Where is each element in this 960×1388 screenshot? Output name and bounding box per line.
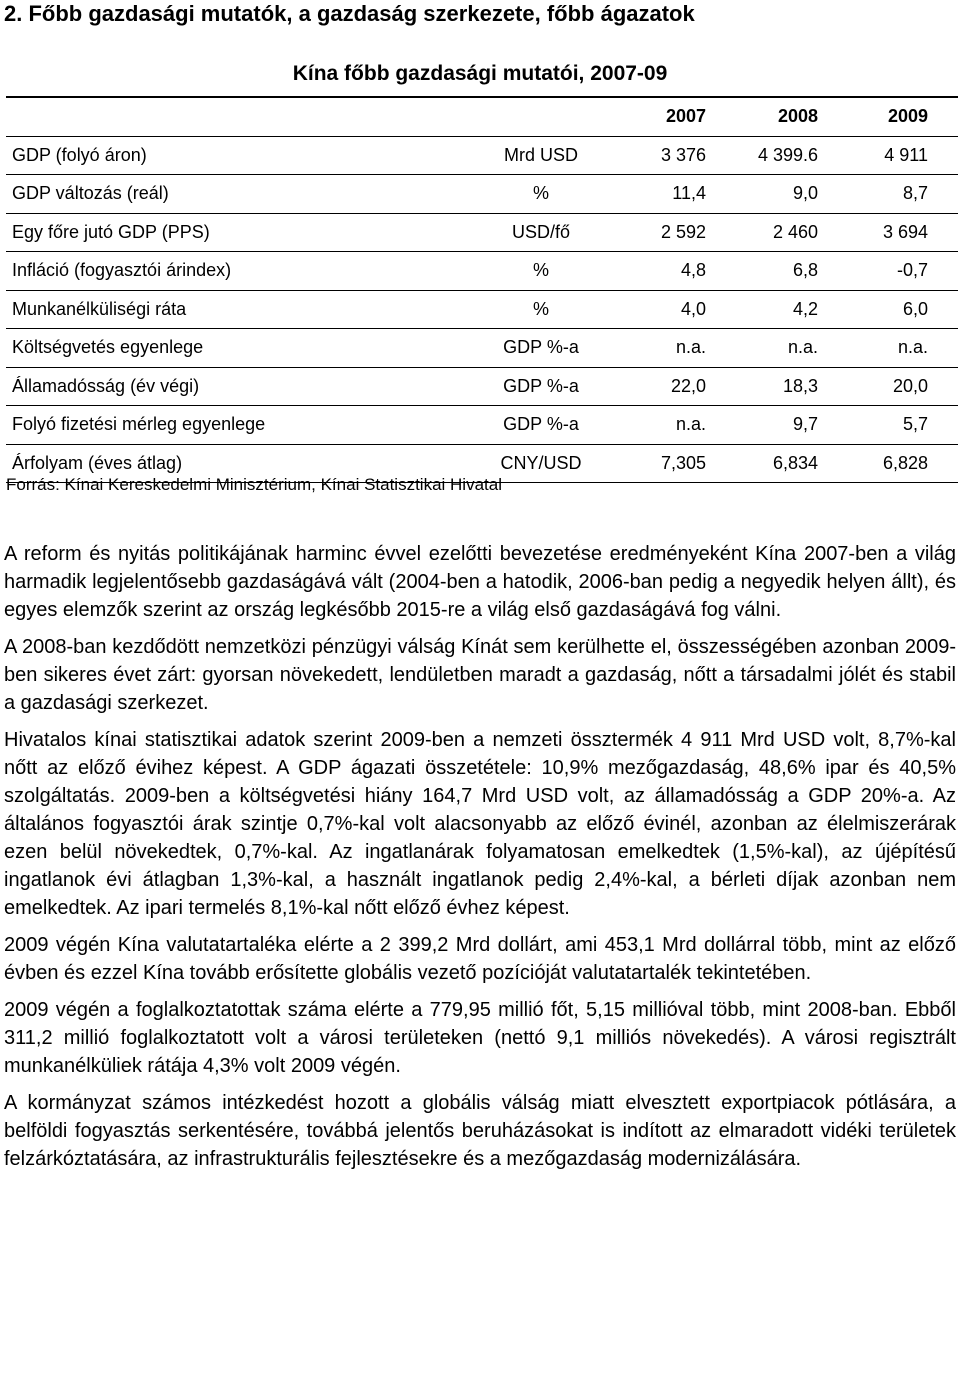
value-cell: 6,834 (724, 444, 836, 483)
value-cell: 4,2 (724, 290, 836, 329)
value-cell: 5,7 (836, 406, 958, 445)
value-cell: 4,8 (606, 252, 724, 291)
unit-cell: % (476, 252, 606, 291)
value-cell: -0,7 (836, 252, 958, 291)
paragraph: A kormányzat számos intézkedést hozott a globális válság miatt elvesztett exportpiacok pótlására, a belföldi fogyasztás serkentésére, továbbá jelentős beruházásokat is indított az elmaradott vidéki területek felzárkóztatására, az infrastrukturális fejlesztésekre és a mezőgazdaság modernizálására. (4, 1092, 956, 1170)
table-row (6, 136, 958, 175)
value-cell: 20,0 (836, 367, 958, 406)
table-row (6, 406, 958, 445)
table-row (6, 290, 958, 329)
indicator-label: Árfolyam (éves átlag) (6, 444, 476, 483)
table-source: Forrás: Kínai Kereskedelmi Minisztérium, Kínai Statisztikai Hivatal (6, 475, 502, 494)
value-cell: n.a. (836, 329, 958, 368)
value-cell: n.a. (606, 329, 724, 368)
value-cell: 6,0 (836, 290, 958, 329)
value-cell: 2 460 (724, 213, 836, 252)
value-cell: 6,828 (836, 444, 958, 483)
value-cell: 4 399.6 (724, 136, 836, 175)
paragraph: 2009 végén a foglalkoztatottak száma elérte a 779,95 millió főt, 5,15 millióval több, mint 2008-ban. Ebből 311,2 millió foglalkoztatott volt a városi területeken (nettó 9,1 milliós növekedés). A városi regisztrált munkanélküliek rátája 4,3% volt 2009 végén. (4, 999, 956, 1077)
paragraph: A reform és nyitás politikájának harminc évvel ezelőtti bevezetése eredményeként Kína 2007-ben a világ harmadik legjelentősebb gazdaságává vált (2004-ben a hatodik, 2006-ban pedig a negyedik helyen állt), és egyes elemzők szerint az ország legkésőbb 2015-re a világ első gazdaságává fog válni. (4, 543, 956, 621)
indicator-label: GDP (folyó áron) (6, 136, 476, 175)
indicators-table (6, 96, 958, 483)
table-row (6, 175, 958, 214)
unit-cell: USD/fő (476, 213, 606, 252)
year-header: 2007 (606, 97, 724, 136)
year-header: 2008 (724, 97, 836, 136)
value-cell: 8,7 (836, 175, 958, 214)
value-cell: 7,305 (606, 444, 724, 483)
indicator-label: Infláció (fogyasztói árindex) (6, 252, 476, 291)
value-cell: n.a. (606, 406, 724, 445)
indicator-label: Folyó fizetési mérleg egyenlege (6, 406, 476, 445)
table-row (6, 252, 958, 291)
unit-cell: % (476, 290, 606, 329)
indicator-label: Költségvetés egyenlege (6, 329, 476, 368)
header-empty-cell (6, 97, 476, 136)
paragraph: A 2008-ban kezdődött nemzetközi pénzügyi válság Kínát sem kerülhette el, összességében azonban 2009-ben sikeres évet zárt: gyorsan növekedett, lendületben maradt a gazdaság, nőtt a társadalmi jólét és stabil a gazdasági szerkezet. (4, 636, 956, 714)
year-header: 2009 (836, 97, 958, 136)
indicator-label: GDP változás (reál) (6, 175, 476, 214)
table-row (6, 329, 958, 368)
indicator-label: Egy főre jutó GDP (PPS) (6, 213, 476, 252)
body-text (4, 540, 956, 1182)
value-cell: 4 911 (836, 136, 958, 175)
table-row (6, 213, 958, 252)
section-heading: 2. Főbb gazdasági mutatók, a gazdaság szerkezete, főbb ágazatok (4, 1, 695, 26)
unit-cell: % (476, 175, 606, 214)
unit-cell: GDP %-a (476, 367, 606, 406)
paragraph: 2009 végén Kína valutatartaléka elérte a 2 399,2 Mrd dollárt, ami 453,1 Mrd dollárral több, mint az előző évben és ezzel Kína tovább erősítette globális vezető pozícióját valutatartalék tekintetében. (4, 934, 956, 984)
value-cell: 6,8 (724, 252, 836, 291)
unit-cell: Mrd USD (476, 136, 606, 175)
unit-cell: CNY/USD (476, 444, 606, 483)
unit-cell: GDP %-a (476, 329, 606, 368)
indicator-label: Munkanélküliségi ráta (6, 290, 476, 329)
value-cell: 18,3 (724, 367, 836, 406)
indicator-label: Államadósság (év végi) (6, 367, 476, 406)
value-cell: 22,0 (606, 367, 724, 406)
value-cell: 3 376 (606, 136, 724, 175)
header-unit-cell (476, 97, 606, 136)
value-cell: 2 592 (606, 213, 724, 252)
value-cell: 4,0 (606, 290, 724, 329)
table-title: Kína főbb gazdasági mutatói, 2007-09 (292, 62, 668, 85)
table-header-row (6, 97, 958, 136)
value-cell: 11,4 (606, 175, 724, 214)
value-cell: n.a. (724, 329, 836, 368)
value-cell: 9,7 (724, 406, 836, 445)
value-cell: 3 694 (836, 213, 958, 252)
unit-cell: GDP %-a (476, 406, 606, 445)
paragraph: Hivatalos kínai statisztikai adatok szerint 2009-ben a nemzeti össztermék 4 911 Mrd USD volt, 8,7%-kal nőtt az előző évihez képest. A GDP ágazati összetétele: 10,9% mezőgazdaság, 48,6% ipar és 40,5% szolgáltatás. 2009-ben a költségvetési hiány 164,7 Mrd USD volt, az államadósság a GDP 20%-a. Az általános fogyasztói árak szintje 0,7%-kal volt alacsonyabb az előző évinél, azonban az élelmiszerárak ezen belül növekedtek, 0,7%-kal. Az ingatlanárak folyamatosan emelkedtek (1,5%-kal), az újépítésű ingatlanok évi átlagban 1,3%-kal, a használt ingatlanok pedig 2,4%-kal, a bérleti díjak azonban nem emelkedtek. Az ipari termelés 8,1%-kal nőtt előző évhez képest. (4, 729, 956, 919)
table-row (6, 367, 958, 406)
value-cell: 9,0 (724, 175, 836, 214)
